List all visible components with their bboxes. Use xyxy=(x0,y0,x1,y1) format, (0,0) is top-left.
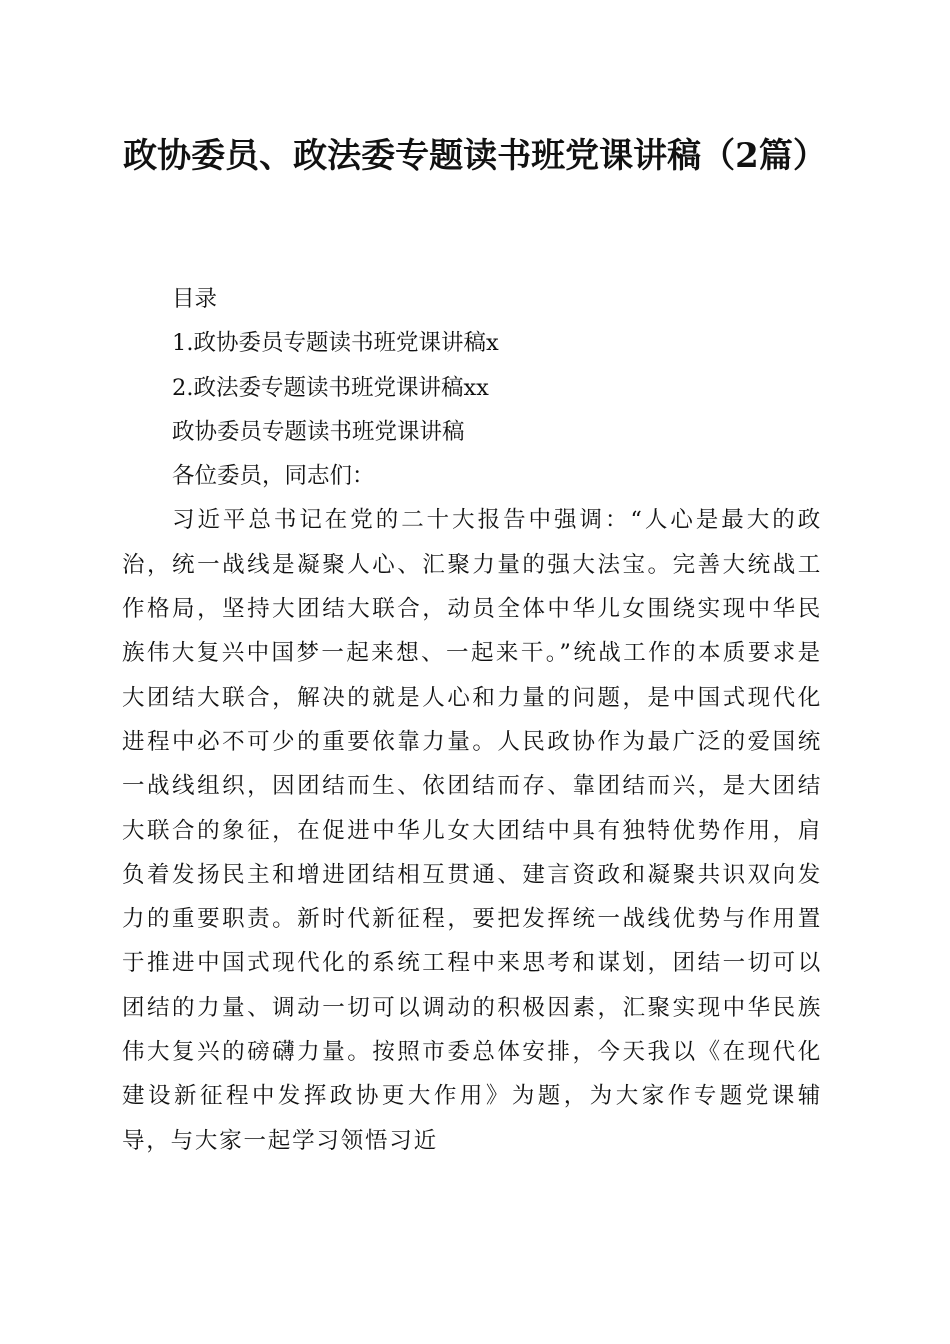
toc-item-2: 2.政法委专题读书班党课讲稿xx xyxy=(172,374,489,401)
toc-heading: 目录 xyxy=(172,286,218,312)
salutation: 各位委员，同志们： xyxy=(172,463,375,490)
section-title: 政协委员专题读书班党课讲稿 xyxy=(172,418,465,445)
document-body xyxy=(122,277,822,1163)
body-paragraph: 习近平总书记在党的二十大报告中强调：“人心是最大的政治，统一战线是凝聚人心、汇聚力量的强大法宝。完善大统战工作格局，坚持大团结大联合，动员全体中华儿女围绕实现中华民族伟大复兴中国梦一起来想、一起来干。”统战工作的本质要求是大团结大联合，解决的就是人心和力量的问题，是中国式现代化进程中必不可少的重要依靠力量。人民政协作为最广泛的爱国统一战线组织，因团结而生、依团结而存、靠团结而兴，是大团结大联合的象征，在促进中华儿女大团结中具有独特优势作用，肩负着发扬民主和增进团结相互贯通、建言资政和凝聚共识双向发力的重要职责。新时代新征程，要把发挥统一战线优势与作用置于推进中国式现代化的系统工程中来思考和谋划，团结一切可以团结的力量、调动一切可以调动的积极因素，汇聚实现中华民族伟大复兴的磅礴力量。按照市委总体安排，今天我以《在现代化建设新征程中发挥政协更大作用》为题，为大家作专题党课辅导，与大家一起学习领悟习近 xyxy=(122,507,822,1154)
document-title: 政协委员、政法委专题读书班党课讲稿（2篇） xyxy=(123,136,827,176)
toc-item-1: 1.政协委员专题读书班党课讲稿x xyxy=(172,330,499,357)
